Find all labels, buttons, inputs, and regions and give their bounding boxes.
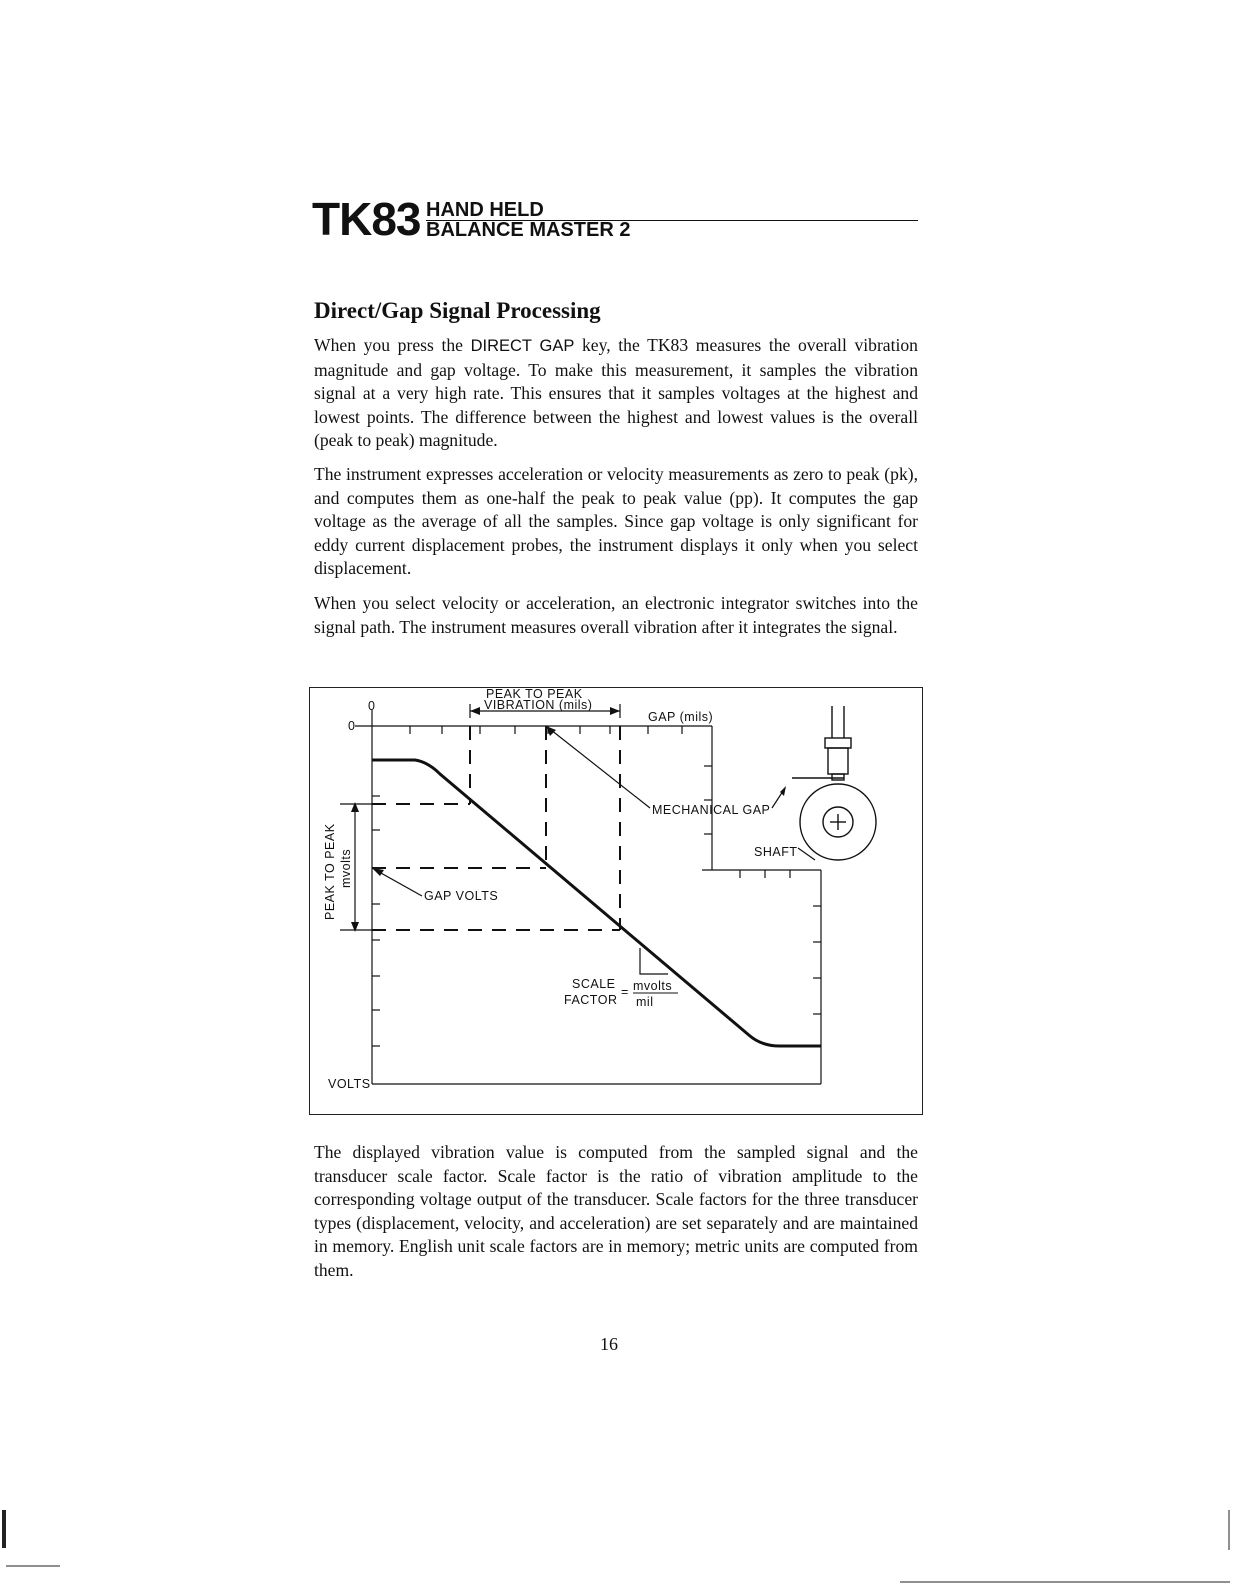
diagram-svg <box>310 688 924 1116</box>
scale-factor-label-2: FACTOR <box>564 993 618 1007</box>
paragraph-1 <box>314 334 918 453</box>
ylabel-line2: mvolts <box>339 848 353 888</box>
ptp-label-line1: PEAK TO PEAK <box>486 688 583 701</box>
gap-volts-label: GAP VOLTS <box>424 889 499 903</box>
scale-slope-triangle <box>640 948 668 974</box>
proximity-probe-icon <box>792 706 851 780</box>
paragraph-1-start: When you press the <box>314 335 471 355</box>
scale-factor-label-1: SCALE <box>572 977 616 991</box>
zero-top-label: 0 <box>368 699 376 713</box>
header-line-2: BALANCE MASTER 2 <box>426 219 631 241</box>
paragraph-4: The displayed vibration value is computed from the sampled signal and the transducer scale factor. Scale factor is the ratio of vibration amplitude to the corresponding voltage output of the transducer. Scale factors for the three transducer types (displacement, velocity, and acceleration) are set separately and are maintained in memory. English unit scale factors are in memory; metric units are computed from them. <box>314 1142 918 1280</box>
volts-label: VOLTS <box>328 1077 371 1091</box>
direct-gap-key-name: DIRECT GAP <box>470 337 575 355</box>
page-header <box>312 193 932 246</box>
mechanical-gap-label: MECHANICAL GAP <box>652 803 771 817</box>
shaft-label: SHAFT <box>754 845 798 859</box>
scale-equals: = <box>621 985 629 999</box>
product-brand: TK83 <box>312 193 421 245</box>
page-number: 16 <box>600 1334 618 1354</box>
paragraph-3: When you select velocity or acceleration, an electronic integrator switches into the signal path. The instrument measures overall vibration after it integrates the signal. <box>314 593 918 637</box>
shaft-icon <box>800 784 876 860</box>
gap-axis-label: GAP (mils) <box>648 710 714 724</box>
paragraph-2: The instrument expresses acceleration or velocity measurements as zero to peak (pk), and computes them as one-half the peak to peak value (pp). It computes the gap voltage as the average of all the samples. Since gap voltage is only significant for eddy current displacement probes, the instrument displays it only when you select displacement. <box>314 464 918 579</box>
direct-gap-diagram <box>309 687 923 1115</box>
scale-numerator: mvolts <box>633 979 673 993</box>
ylabel-line1: PEAK TO PEAK <box>323 823 337 920</box>
ptp-label-line2: VIBRATION (mils) <box>484 698 593 712</box>
zero-left-label: 0 <box>348 719 356 733</box>
section-title: Direct/Gap Signal Processing <box>314 298 601 323</box>
header-line-1: HAND HELD <box>426 199 544 221</box>
paragraph-1-rest: key, the TK83 measures the overall vibration magnitude and gap voltage. To make this measurement, it samples the vibration signal at a very high rate. This ensures that it samples voltages at the highest and lowest points. The difference between the highest and lowest values is the overall (peak to peak) magnitude. <box>314 335 918 451</box>
scale-denominator: mil <box>636 995 654 1009</box>
